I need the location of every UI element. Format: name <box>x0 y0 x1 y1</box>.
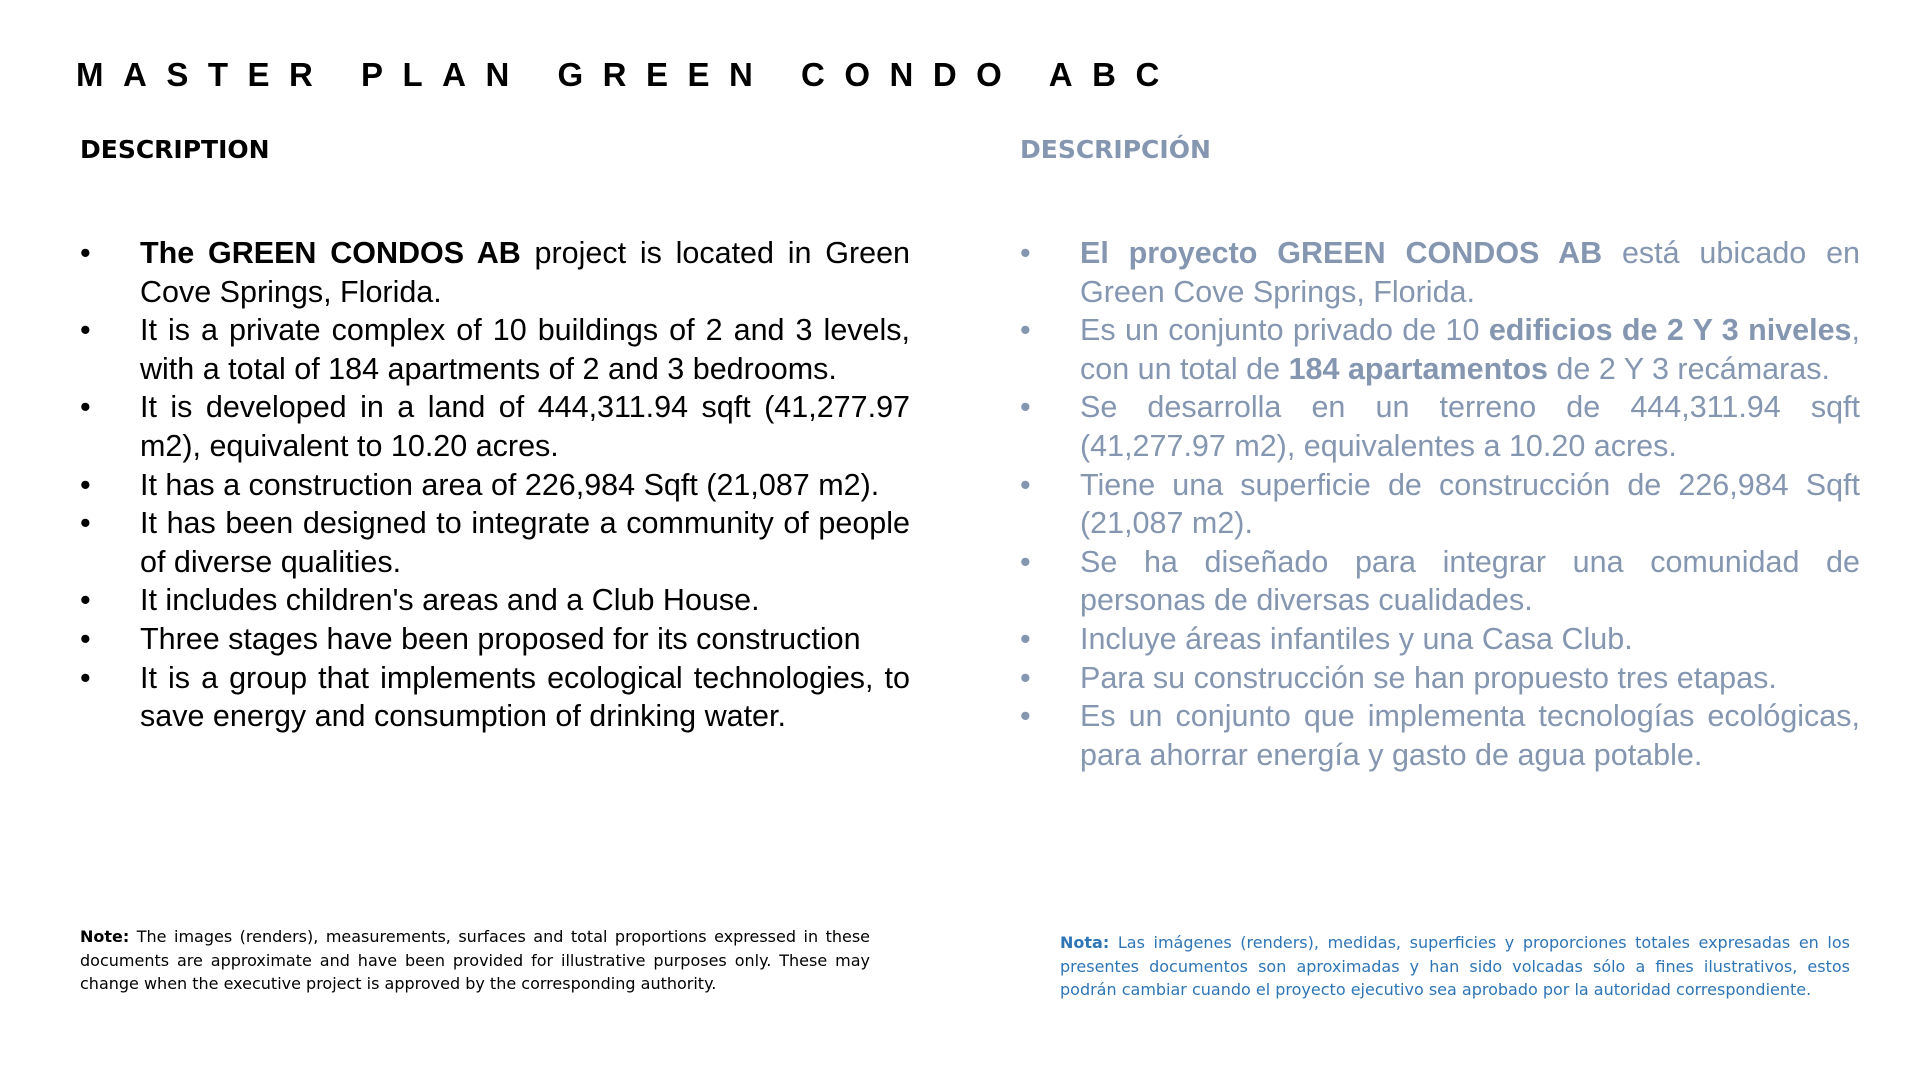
note-text: Las imágenes (renders), medidas, superficies y proporciones totales expresadas en los presentes documentos son aproximadas y han sido volcadas sólo a fines ilustrativos, estos podrán cambiar cuando el proyecto ejecutivo sea aprobado por la autoridad correspondiente. <box>1060 933 1850 999</box>
english-column <box>80 130 910 734</box>
list-item: • It has been designed to integrate a community of people of diverse qualities. <box>80 506 910 579</box>
list-item: • Three stages have been proposed for its construction <box>80 620 910 659</box>
bullet-icon: • <box>1020 467 1031 502</box>
bullet-icon: • <box>1020 313 1031 348</box>
page-title: MASTER PLAN GREEN CONDO ABC <box>76 56 1179 93</box>
spanish-heading: DESCRIPCIÓN <box>1020 135 1211 164</box>
bullet-icon: • <box>80 621 91 656</box>
bullet-icon: • <box>80 660 91 695</box>
bullet-icon: • <box>80 390 91 425</box>
list-item: • Se ha diseñado para integrar una comunidad de personas de diversas cualidades. <box>1020 544 1860 618</box>
list-item: • El proyecto GREEN CONDOS AB está ubicado en Green Cove Springs, Florida. <box>1020 236 1860 309</box>
note-label: Nota: <box>1060 933 1110 952</box>
bullet-icon: • <box>1020 236 1031 270</box>
bullet-icon: • <box>80 313 91 348</box>
bullet-icon: • <box>1020 699 1031 734</box>
list-item: • It includes children's areas and a Club House. <box>80 581 910 620</box>
bullet-icon: • <box>1020 660 1031 695</box>
list-item: • Para su construcción se han propuesto tres etapas. <box>1020 659 1860 698</box>
note-label: Note: <box>80 927 130 946</box>
bullet-icon: • <box>80 236 91 270</box>
bullet-icon: • <box>1020 621 1031 656</box>
bullet-icon: • <box>80 467 91 502</box>
list-item: • Es un conjunto privado de 10 edificios de 2 Y 3 niveles, con un total de 184 apartamentos de 2 Y 3 recámaras. <box>1020 313 1860 386</box>
note-text: The images (renders), measurements, surfaces and total proportions expressed in these documents are approximate and have been provided for illustrative purposes only. These may change when the executive project is approved by the corresponding authority. <box>80 927 870 993</box>
spanish-column <box>1020 130 1860 772</box>
list-item: • It is a private complex of 10 buildings of 2 and 3 levels, with a total of 184 apartments of 2 and 3 bedrooms. <box>80 313 910 386</box>
bullet-icon: • <box>1020 390 1031 425</box>
english-heading: DESCRIPTION <box>80 135 270 164</box>
list-item: • The GREEN CONDOS AB project is located in Green Cove Springs, Florida. <box>80 236 910 309</box>
list-item: • Es un conjunto que implementa tecnologías ecológicas, para ahorrar energía y gasto de agua potable. <box>1020 699 1860 772</box>
bullet-icon: • <box>1020 544 1031 579</box>
spanish-bullet-list <box>1020 234 1860 774</box>
list-item: • Tiene una superficie de construcción de 226,984 Sqft (21,087 m2). <box>1020 467 1860 541</box>
english-bullet-list <box>80 234 910 736</box>
list-item: • It is a group that implements ecological technologies, to save energy and consumption of drinking water. <box>80 660 910 734</box>
list-item: • Se desarrolla en un terreno de 444,311.94 sqft (41,277.97 m2), equivalentes a 10.20 acres. <box>1020 390 1860 463</box>
bullet-icon: • <box>80 506 91 541</box>
list-item: • Incluye áreas infantiles y una Casa Club. <box>1020 620 1860 659</box>
bullet-icon: • <box>80 583 91 618</box>
spanish-note <box>1060 931 1850 1002</box>
list-item: • It is developed in a land of 444,311.94 sqft (41,277.97 m2), equivalent to 10.20 acres. <box>80 390 910 463</box>
list-item: • It has a construction area of 226,984 Sqft (21,087 m2). <box>80 466 910 505</box>
english-note <box>80 925 870 996</box>
